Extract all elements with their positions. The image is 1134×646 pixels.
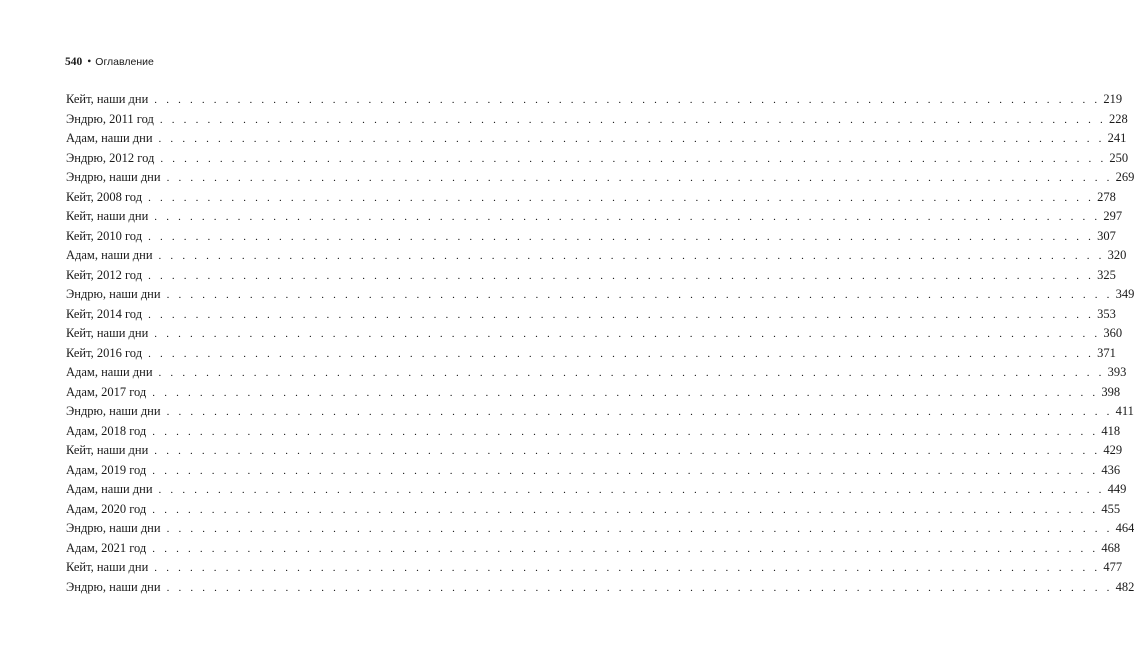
toc-entry-page: 353 bbox=[1097, 306, 1116, 321]
toc-entry-page: 371 bbox=[1097, 345, 1116, 360]
toc-entry-page: 464 bbox=[1115, 521, 1134, 535]
toc-entry-page: 269 bbox=[1115, 170, 1134, 184]
toc-entry[interactable] bbox=[66, 344, 1116, 364]
toc-entry[interactable] bbox=[66, 90, 1123, 110]
dot-leader: . . . . . . . . . . . . . . . . . . . . . . . . . . . . . . . . . . . . . . . . . . . . . . . . . . . . . . . . . . . . . . . . . . . . . . . . . . . . . . . . bbox=[166, 581, 1113, 594]
toc-entry[interactable] bbox=[66, 305, 1116, 325]
toc-entry-title: Адам, 2017 год bbox=[66, 384, 147, 399]
dot-leader: . . . . . . . . . . . . . . . . . . . . . . . . . . . . . . . . . . . . . . . . . . . . . . . . . . . . . . . . . . . . . . . . . . . . . . . . . . . . . . . . bbox=[158, 250, 1105, 262]
toc-entry-title: Адам, наши дни bbox=[66, 131, 153, 145]
table-of-contents bbox=[66, 90, 1134, 597]
toc-entry-page: 477 bbox=[1103, 560, 1123, 574]
section-title: Оглавление bbox=[95, 56, 154, 68]
toc-entry-page: 411 bbox=[1115, 404, 1134, 418]
toc-entry[interactable] bbox=[66, 324, 1123, 344]
dot-leader: . . . . . . . . . . . . . . . . . . . . . . . . . . . . . . . . . . . . . . . . . . . . . . . . . . . . . . . . . . . . . . . . . . . . . . . . . . . . . . . . bbox=[148, 347, 1095, 360]
toc-entry-page: 349 bbox=[1115, 287, 1134, 301]
toc-entry-page: 320 bbox=[1107, 248, 1127, 262]
dot-leader: . . . . . . . . . . . . . . . . . . . . . . . . . . . . . . . . . . . . . . . . . . . . . . . . . . . . . . . . . . . . . . . . . . . . . . . . . . . . . . . . bbox=[166, 523, 1113, 535]
toc-entry[interactable] bbox=[66, 558, 1123, 578]
toc-entry[interactable] bbox=[66, 539, 1121, 559]
toc-entry[interactable] bbox=[66, 129, 1127, 149]
toc-entry-title: Кейт, 2012 год bbox=[66, 267, 143, 282]
dot-leader: . . . . . . . . . . . . . . . . . . . . . . . . . . . . . . . . . . . . . . . . . . . . . . . . . . . . . . . . . . . . . . . . . . . . . . . . . . . . . . . . bbox=[154, 562, 1101, 574]
toc-entry-title: Адам, наши дни bbox=[66, 248, 153, 262]
dot-leader: . . . . . . . . . . . . . . . . . . . . . . . . . . . . . . . . . . . . . . . . . . . . . . . . . . . . . . . . . . . . . . . . . . . . . . . . . . . . . . . . bbox=[158, 133, 1105, 145]
toc-entry-page: 360 bbox=[1103, 326, 1123, 340]
dot-leader: . . . . . . . . . . . . . . . . . . . . . . . . . . . . . . . . . . . . . . . . . . . . . . . . . . . . . . . . . . . . . . . . . . . . . . . . . . . . . . . . bbox=[166, 406, 1113, 418]
toc-entry[interactable] bbox=[66, 149, 1129, 169]
toc-entry[interactable] bbox=[66, 227, 1116, 247]
toc-entry-title: Адам, 2021 год bbox=[66, 540, 147, 555]
toc-entry-page: 436 bbox=[1101, 462, 1121, 477]
running-head bbox=[65, 56, 154, 68]
toc-entry-title: Адам, наши дни bbox=[66, 482, 153, 496]
dot-leader: . . . . . . . . . . . . . . . . . . . . . . . . . . . . . . . . . . . . . . . . . . . . . . . . . . . . . . . . . . . . . . . . . . . . . . . . . . . . . . . . bbox=[154, 328, 1101, 340]
dot-leader: . . . . . . . . . . . . . . . . . . . . . . . . . . . . . . . . . . . . . . . . . . . . . . . . . . . . . . . . . . . . . . . . . . . . . . . . . . . . . . . . bbox=[152, 503, 1099, 516]
dot-leader: . . . . . . . . . . . . . . . . . . . . . . . . . . . . . . . . . . . . . . . . . . . . . . . . . . . . . . . . . . . . . . . . . . . . . . . . . . . . . . . . bbox=[160, 152, 1107, 165]
toc-entry-page: 241 bbox=[1107, 131, 1127, 145]
toc-entry[interactable] bbox=[66, 519, 1134, 539]
toc-entry[interactable] bbox=[66, 188, 1116, 208]
toc-entry-page: 228 bbox=[1108, 111, 1128, 126]
toc-entry-title: Кейт, 2008 год bbox=[66, 189, 143, 204]
toc-entry-title: Адам, 2020 год bbox=[66, 501, 147, 516]
dot-leader: . . . . . . . . . . . . . . . . . . . . . . . . . . . . . . . . . . . . . . . . . . . . . . . . . . . . . . . . . . . . . . . . . . . . . . . . . . . . . . . . bbox=[148, 308, 1095, 321]
toc-entry[interactable] bbox=[66, 266, 1116, 286]
toc-entry-page: 418 bbox=[1101, 423, 1121, 438]
toc-entry-page: 468 bbox=[1101, 540, 1121, 555]
toc-entry-page: 393 bbox=[1107, 365, 1127, 379]
dot-leader: . . . . . . . . . . . . . . . . . . . . . . . . . . . . . . . . . . . . . . . . . . . . . . . . . . . . . . . . . . . . . . . . . . . . . . . . . . . . . . . . bbox=[154, 94, 1101, 106]
dot-leader: . . . . . . . . . . . . . . . . . . . . . . . . . . . . . . . . . . . . . . . . . . . . . . . . . . . . . . . . . . . . . . . . . . . . . . . . . . . . . . . . bbox=[154, 211, 1101, 223]
toc-entry[interactable] bbox=[66, 207, 1123, 227]
toc-entry[interactable] bbox=[66, 480, 1127, 500]
dot-leader: . . . . . . . . . . . . . . . . . . . . . . . . . . . . . . . . . . . . . . . . . . . . . . . . . . . . . . . . . . . . . . . . . . . . . . . . . . . . . . . . bbox=[166, 172, 1113, 184]
toc-entry-page: 482 bbox=[1115, 579, 1134, 594]
dot-leader: . . . . . . . . . . . . . . . . . . . . . . . . . . . . . . . . . . . . . . . . . . . . . . . . . . . . . . . . . . . . . . . . . . . . . . . . . . . . . . . . bbox=[154, 445, 1101, 457]
dot-leader: . . . . . . . . . . . . . . . . . . . . . . . . . . . . . . . . . . . . . . . . . . . . . . . . . . . . . . . . . . . . . . . . . . . . . . . . . . . . . . . . bbox=[159, 113, 1106, 126]
toc-entry[interactable] bbox=[66, 383, 1121, 403]
toc-entry-page: 250 bbox=[1109, 150, 1129, 165]
toc-entry[interactable] bbox=[66, 422, 1121, 442]
toc-entry-page: 307 bbox=[1097, 228, 1116, 243]
dot-leader: . . . . . . . . . . . . . . . . . . . . . . . . . . . . . . . . . . . . . . . . . . . . . . . . . . . . . . . . . . . . . . . . . . . . . . . . . . . . . . . . bbox=[152, 464, 1099, 477]
dot-leader: . . . . . . . . . . . . . . . . . . . . . . . . . . . . . . . . . . . . . . . . . . . . . . . . . . . . . . . . . . . . . . . . . . . . . . . . . . . . . . . . bbox=[158, 484, 1105, 496]
toc-entry-title: Эндрю, наши дни bbox=[66, 170, 161, 184]
toc-entry[interactable] bbox=[66, 246, 1127, 266]
toc-entry-title: Кейт, 2016 год bbox=[66, 345, 143, 360]
toc-entry-page: 455 bbox=[1101, 501, 1121, 516]
toc-entry-title: Эндрю, 2012 год bbox=[66, 150, 155, 165]
dot-leader: . . . . . . . . . . . . . . . . . . . . . . . . . . . . . . . . . . . . . . . . . . . . . . . . . . . . . . . . . . . . . . . . . . . . . . . . . . . . . . . . bbox=[158, 367, 1105, 379]
toc-entry-title: Эндрю, наши дни bbox=[66, 521, 161, 535]
dot-leader: . . . . . . . . . . . . . . . . . . . . . . . . . . . . . . . . . . . . . . . . . . . . . . . . . . . . . . . . . . . . . . . . . . . . . . . . . . . . . . . . bbox=[152, 425, 1099, 438]
toc-entry[interactable] bbox=[66, 402, 1134, 422]
dot-leader: . . . . . . . . . . . . . . . . . . . . . . . . . . . . . . . . . . . . . . . . . . . . . . . . . . . . . . . . . . . . . . . . . . . . . . . . . . . . . . . . bbox=[148, 191, 1095, 204]
dot-leader: . . . . . . . . . . . . . . . . . . . . . . . . . . . . . . . . . . . . . . . . . . . . . . . . . . . . . . . . . . . . . . . . . . . . . . . . . . . . . . . . bbox=[148, 269, 1095, 282]
toc-entry-title: Адам, 2019 год bbox=[66, 462, 147, 477]
toc-entry-title: Эндрю, наши дни bbox=[66, 404, 161, 418]
toc-entry[interactable] bbox=[66, 500, 1121, 520]
toc-entry[interactable] bbox=[66, 578, 1134, 598]
toc-entry-title: Эндрю, 2011 год bbox=[66, 111, 154, 126]
toc-entry-page: 398 bbox=[1101, 384, 1121, 399]
dot-leader: . . . . . . . . . . . . . . . . . . . . . . . . . . . . . . . . . . . . . . . . . . . . . . . . . . . . . . . . . . . . . . . . . . . . . . . . . . . . . . . . bbox=[148, 230, 1095, 243]
toc-entry-title: Кейт, наши дни bbox=[66, 443, 149, 457]
header-bullet: • bbox=[87, 56, 92, 68]
toc-entry-title: Кейт, наши дни bbox=[66, 560, 149, 574]
toc-entry[interactable] bbox=[66, 110, 1128, 130]
toc-entry-title: Эндрю, наши дни bbox=[66, 287, 161, 301]
toc-entry[interactable] bbox=[66, 461, 1121, 481]
toc-entry[interactable] bbox=[66, 363, 1127, 383]
toc-entry-page: 449 bbox=[1107, 482, 1127, 496]
page-number: 540 bbox=[65, 56, 83, 68]
toc-entry-title: Адам, наши дни bbox=[66, 365, 153, 379]
toc-entry-title: Кейт, наши дни bbox=[66, 326, 149, 340]
toc-entry[interactable] bbox=[66, 168, 1134, 188]
toc-entry-page: 325 bbox=[1097, 267, 1116, 282]
toc-entry[interactable] bbox=[66, 285, 1134, 305]
toc-entry-title: Кейт, 2010 год bbox=[66, 228, 143, 243]
toc-entry-title: Адам, 2018 год bbox=[66, 423, 147, 438]
dot-leader: . . . . . . . . . . . . . . . . . . . . . . . . . . . . . . . . . . . . . . . . . . . . . . . . . . . . . . . . . . . . . . . . . . . . . . . . . . . . . . . . bbox=[152, 386, 1099, 399]
toc-entry[interactable] bbox=[66, 441, 1123, 461]
toc-entry-title: Кейт, наши дни bbox=[66, 92, 149, 106]
dot-leader: . . . . . . . . . . . . . . . . . . . . . . . . . . . . . . . . . . . . . . . . . . . . . . . . . . . . . . . . . . . . . . . . . . . . . . . . . . . . . . . . bbox=[152, 542, 1099, 555]
toc-entry-page: 219 bbox=[1103, 92, 1123, 106]
toc-entry-title: Эндрю, наши дни bbox=[66, 579, 161, 594]
dot-leader: . . . . . . . . . . . . . . . . . . . . . . . . . . . . . . . . . . . . . . . . . . . . . . . . . . . . . . . . . . . . . . . . . . . . . . . . . . . . . . . . bbox=[166, 289, 1113, 301]
toc-entry-page: 429 bbox=[1103, 443, 1123, 457]
toc-entry-page: 297 bbox=[1103, 209, 1123, 223]
toc-entry-title: Кейт, 2014 год bbox=[66, 306, 143, 321]
toc-entry-title: Кейт, наши дни bbox=[66, 209, 149, 223]
toc-entry-page: 278 bbox=[1097, 189, 1116, 204]
